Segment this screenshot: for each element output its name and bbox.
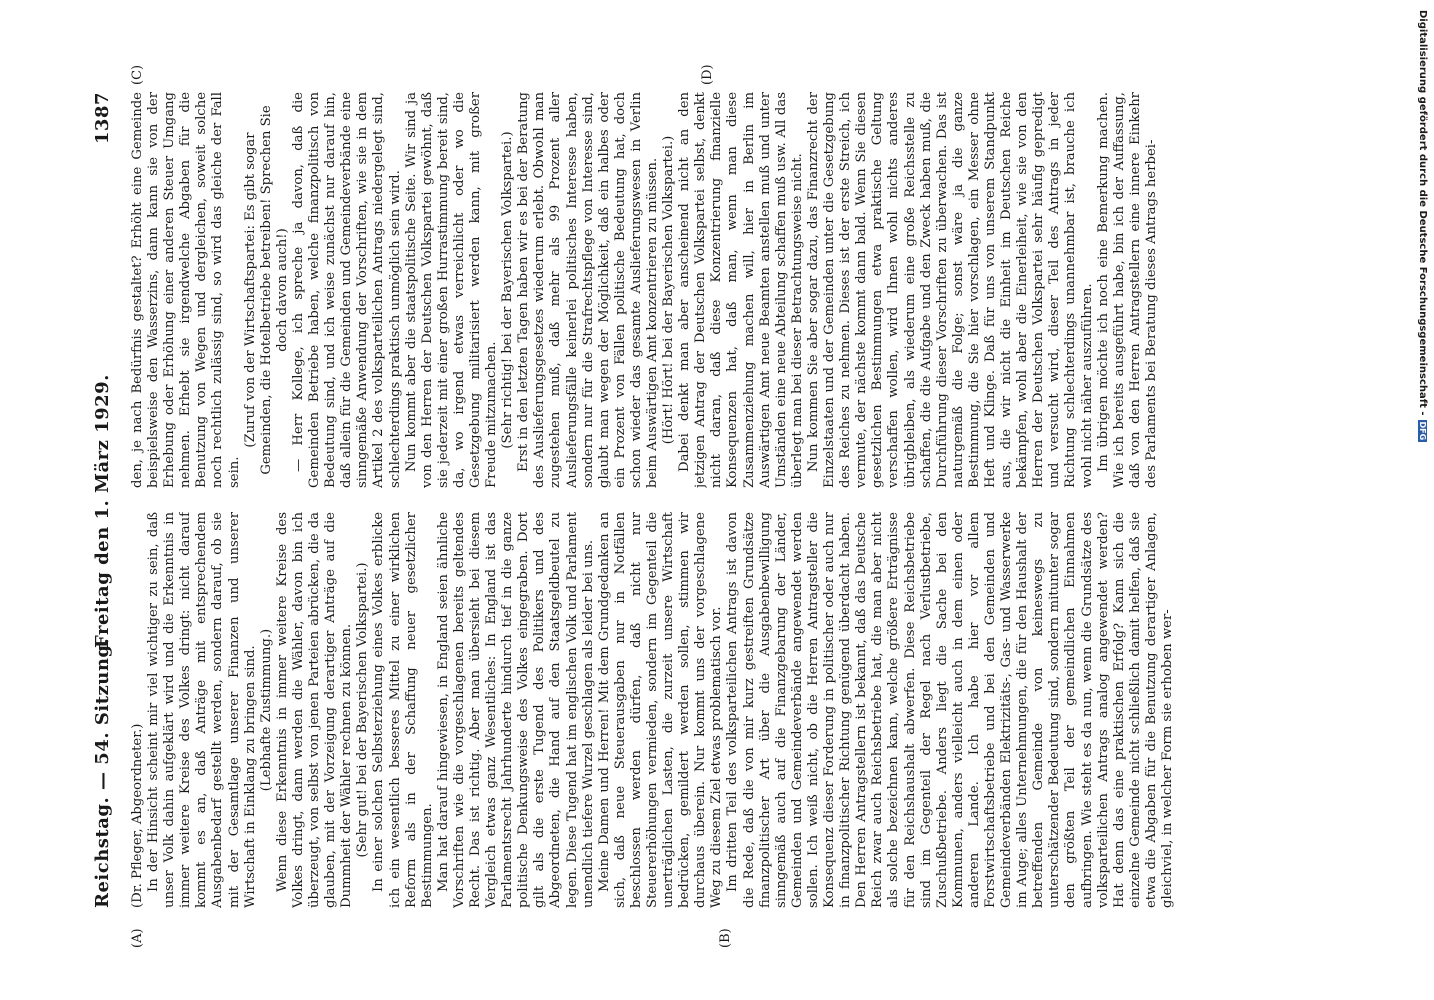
paragraph: In der Hinsicht scheint mir viel wichtiger zu sein, daß unser Volk dahin aufgeklärt wird und die Erkenntnis in immer weitere Kreise des Volkes dringt: nicht darauf kommt es an, daß Anträge mit entsprechendem Ausgabenbedarf gestellt werden, sondern darauf, ob sie mit der Gesamtlage unserer Finanzen und unserer Wirtschaft in Einklang zu bringen sind.	[146, 512, 258, 908]
interjection: (Sehr gut! bei der Bayerischen Volkspartei.)	[355, 562, 371, 858]
paragraph: den, je nach Bedürfnis gestaltet? Erhöht eine Gemeinde beispielsweise den Wasserzins, dann kann sie von der Erhebung oder Erhöhung einer anderen Steuer Umgang nehmen. Erhebt sie irgendwelche Abgaben für die Benutzung von Wegen und dergleichen, soweit solche noch rechtlich zulässig sind, so wird das gleiche der Fall sein.	[130, 92, 242, 488]
running-header	[92, 92, 122, 908]
column-right	[130, 92, 1310, 488]
paragraph: Man hat darauf hingewiesen, in England seien ähnliche Vorschriften wie die vorgeschlagenen bereits geltendes Recht. Das ist richtig. Aber man übersieht bei diesem Vergleich etwas ganz Wesentliches: In England ist das Parlamentsrecht Jahrhunderte hindurch tief in die ganze politische Denkungsweise des Volkes eingegraben. Dort gilt als die erste Tugend des Politikers und des Abgeordneten, die Hand auf den Staatsgeldbeutel zu legen. Diese Tugend hat im englischen Volk und Parlament unendlich tiefere Wurzel geschlagen als leider bei uns.	[435, 512, 596, 908]
paragraph: Nun kommt aber die staatspolitische Seite. Wir sind ja von den Herren der Deutschen Volkspartei gewöhnt, daß sie jederzeit mit einer großen Hurrastimmung bereit sind, da, wo irgend etwas verreichlicht oder wo die Gesetzgebung militarisiert werden kann, mit großer Freude mitzumachen.	[403, 92, 500, 488]
paragraph: Im dritten Teil des volksparteilichen Antrags ist davon die Rede, daß die von mir kurz gestreiften Grundsätze finanzpolitischer Art über die Ausgabenbewilligung sinngemäß auch auf die Finanzgebarung der Länder, Gemeinden und Gemeindeverbände angewendet werden sollen. Ich weiß nicht, ob die Herren Antragsteller die Konsequenz dieser Forderung in politischer oder auch nur in finanzpolitischer Richtung genügend überdacht haben. Den Herren Antragstellern ist bekannt, daß das Deutsche Reich zwar auch Reichsbetriebe hat, die man aber nicht als solche bezeichnen kann, welche größere Erträgnisse für den Reichshaushalt abwerfen. Diese Reichsbetriebe sind im Gegenteil der Regel nach Verlustbetriebe, Zuschußbetriebe. Anders liegt die Sache bei den Kommunen, anders vielleicht auch in dem einen oder anderen Lande. Ich habe hier vor allem Forstwirtschaftsbetriebe und bei den Gemeinden und Gemeindeverbänden Elektrizitäts-, Gas- und Wasserwerke im Auge; alles Unternehmungen, die für den Haushalt der betreffenden Gemeinde von keineswegs zu unterschätzender Bedeutung sind, sondern mitunter sogar den größten Teil der gemeindlichen Einnahmen aufbringen. Wie steht es da nun, wenn die Grundsätze des volksparteilichen Antrags analog angewendet werden? Hat denn das eine praktischen Erfolg? Kann sich die einzelne Gemeinde nicht schließlich damit helfen, daß sie etwa die Abgaben für die Benutzung derartiger Anlagen, gleichviel, in welcher Form sie erhoben wer-	[725, 512, 1175, 908]
dfg-logo: DFG	[1418, 421, 1427, 441]
paragraph: Im übrigen möchte ich noch eine Bemerkung machen. Wie ich bereits ausgeführt habe, bin ich der Auffassung, daß von den Herren Antragstellern eine innere Einkehr des Parlaments bei Beratung dieses Antrags herbei-	[1095, 92, 1159, 488]
credit-text: Digitalisierung gefördert durch die Deutsche Forschungsgemeinschaft -	[1417, 10, 1428, 416]
paragraph: Nun kommen Sie aber sogar dazu, das Finanzrecht der Einzelstaaten und der Gemeinden unter die Gesetzgebung des Reiches zu nehmen. Dieses ist der erste Streich, ich vermute, der nächste kommt dann bald. Wenn Sie diesen gesetzlichen Bestimmungen etwa praktische Geltung verschaffen wollen, wird Ihnen wohl nichts anderes übrigbleiben, als wiederum eine große Reichsstelle zu schaffen, die die Aufgabe und den Zweck haben muß, die Durchführung dieser Vorschriften zu überwachen. Das ist naturgemäß die Folge; sonst wäre ja die ganze Bestimmung, die Sie hier vorschlagen, ein Messer ohne Heft und Klinge. Daß für uns von unserem Standpunkt aus, die wir nicht die Einheit im Deutschen Reiche bekämpfen, wohl aber die Einerleiheit, wie sie von den Herren der Deutschen Volkspartei sehr häufig gepredigt und versucht wird, dieser Teil des Antrags in jeder Richtung schlechterdings unannehmbar ist, brauche ich wohl nicht näher auszuführen.	[805, 92, 1095, 488]
paragraph: — Herr Kollege, ich spreche ja davon, daß die Gemeinden Betriebe haben, welche finanzpolitisch von Bedeutung sind, und ich weise zunächst nur darauf hin, daß allein für die Gemeinden und Gemeindeverbände eine sinngemäße Anwendung der Vorschriften, wie sie in dem Artikel 2 des volksparteilichen Antrags niedergelegt sind, schlechterdings praktisch unmöglich sein wird.	[290, 92, 403, 488]
paragraph: Wenn diese Erkenntnis in immer weitere Kreise des Volkes dringt, dann werden die Wähler, davon bin ich überzeugt, von selbst von jenen Parteien abrücken, die da glauben, mit der Vorzeigung derartiger Anträge auf die Dummheit der Wähler rechnen zu können.	[274, 512, 355, 908]
margin-marker-a: (A)	[130, 928, 145, 948]
interjection: (Sehr richtig! bei der Bayerischen Volkspartei.)	[500, 131, 516, 449]
page-number: 1387	[92, 92, 113, 145]
interjection: (Lebhafte Zustimmung.)	[258, 628, 274, 792]
interjection: (Hört! Hört! bei der Bayerischen Volkspartei.)	[661, 135, 677, 445]
paragraph: Meine Damen und Herren! Mit dem Grundgedanken an sich, daß neue Steuerausgaben nur in Notfällen beschlossen werden dürfen, daß nicht nur Steuererhöhungen vermieden, sondern im Gegenteil die unerträglichen Lasten, die zurzeit unsere Wirtschaft bedrücken, gemildert werden sollen, stimmen wir durchaus überein. Nur kommt uns der vorgeschlagene Weg zu diesem Ziel etwas problematisch vor.	[596, 512, 725, 908]
paragraph: In einer solchen Selbsterziehung eines Volkes erblicke ich ein wesentlich besseres Mittel zu einer wirklichen Reform als in der Schaffung neuer gesetzlicher Bestimmungen.	[371, 512, 435, 908]
paragraph: Dabei denkt man aber anscheinend nicht an den jetzigen Antrag der Deutschen Volkspartei selbst, denkt nicht daran, daß diese Konzentrierung finanzielle Konsequenzen hat, daß man, wenn man diese Zusammenziehung machen will, hier in Berlin im Auswärtigen Amt neue Beamten anstellen muß und unter Umständen eine neue Abteilung schaffen muß usw. All das überlegt man bei dieser Betrachtungsweise nicht.	[677, 92, 805, 488]
digitization-credit	[1414, 10, 1428, 990]
column-left	[130, 512, 1310, 908]
margin-marker-b: (B)	[718, 928, 733, 948]
page-content	[92, 92, 1342, 908]
header-date: Freitag den 1. März 1929.	[92, 374, 113, 648]
speaker-tag: (Dr. Pfleger, Abgeordneter.)	[130, 723, 145, 908]
margin-marker-c: (C)	[130, 64, 145, 85]
interjection: (Zuruf von der Wirtschaftspartei: Es gibt sogar Gemeinden, die Hotelbetriebe betreiben! Sprechen Sie doch davon auch!)	[242, 105, 290, 475]
header-left: Reichstag. — 54. Sitzung.	[92, 637, 113, 908]
paragraph: Erst in den letzten Tagen haben wir es bei der Beratung des Auslieferungsgesetzes wiederum erlebt. Obwohl man zugestehen muß, daß mehr als 99 Prozent aller Auslieferungsfälle keinerlei politisches Interesse haben, sondern nur für die Strafrechtspflege von Interesse sind, glaubt man wegen der Möglichkeit, daß ein halbes oder ein Prozent von Fällen politische Bedeutung hat, doch schon wieder das gesamte Auslieferungswesen in Verlin beim Auswärtigen Amt konzentrieren zu müssen.	[516, 92, 660, 488]
margin-marker-d: (D)	[700, 64, 715, 85]
